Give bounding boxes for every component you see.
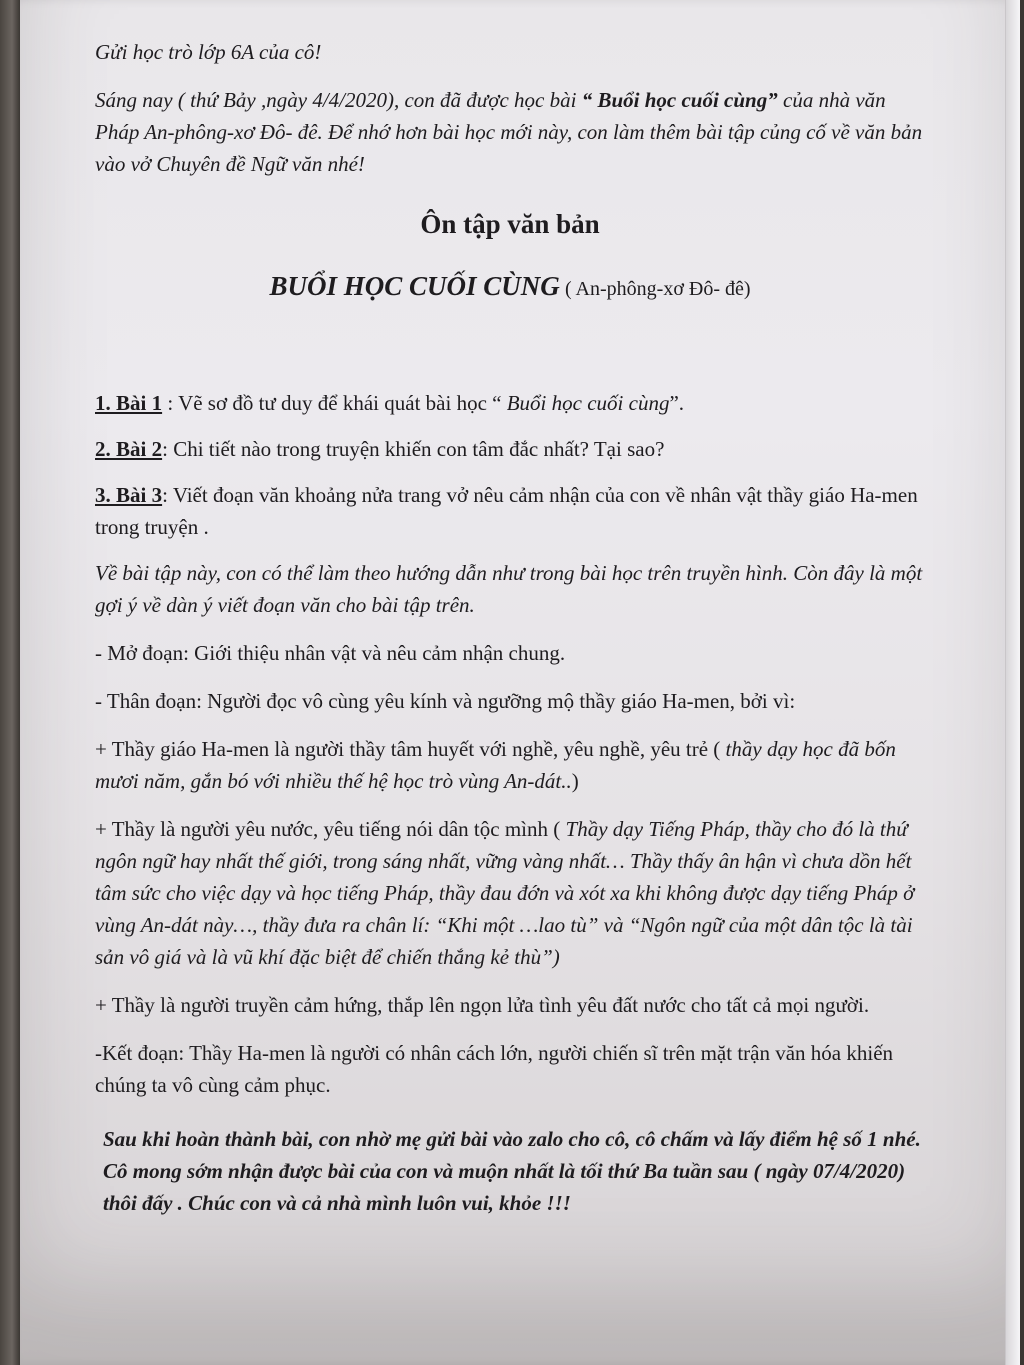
intro-part1: Sáng nay ( thứ Bảy ,ngày 4/4/2020), con đã được học bài (95, 88, 582, 112)
point-tail: ) (571, 769, 579, 793)
exercise-label: 1. Bài 1 (95, 391, 163, 415)
greeting: Gửi học trò lớp 6A của cô! (95, 40, 322, 64)
exercise-3 (95, 479, 925, 543)
exercise-label: 2. Bài 2 (95, 437, 163, 461)
point-text: + Thầy giáo Ha-men là người thầy tâm huyết với nghề, yêu nghề, yêu trẻ ( (95, 737, 726, 761)
exercise-text: Vẽ sơ đồ tư duy để khái quát bài học “ (178, 391, 507, 415)
outline-close: -Kết đoạn: Thầy Ha-men là người có nhân cách lớn, người chiến sĩ trên mặt trận văn hóa khiến chúng ta vô cùng cảm phục. (95, 1041, 894, 1097)
paper-edge (1005, 0, 1020, 1365)
page-subtitle (95, 270, 925, 305)
point-italic: Thầy dạy Tiếng Pháp, thầy cho đó là thứ ngôn ngữ hay nhất thế giới, trong sáng nhất, vững vàng nhất… Thầy thấy ân hận vì chưa dồn hết tâm sức cho việc dạy và học tiếng Pháp, thầy đau đớn và xót xa khi không được dạy tiếng Pháp ở vùng An-dát này…, thầy đưa ra chân lí: “Khi một …lao tù” và “Ngôn ngữ của một dân tộc là tài sản vô giá và là vũ khí đặc biệt để chiến thắng kẻ thù”) (95, 817, 915, 969)
outline-body: - Thân đoạn: Người đọc vô cùng yêu kính và ngưỡng mộ thầy giáo Ha-men, bởi vì: (95, 689, 796, 713)
subtitle-author: ( An-phông-xơ Đô- đê) (565, 278, 751, 300)
exercise-sep: : (162, 437, 174, 461)
page-title: Ôn tập văn bản (420, 209, 600, 239)
closing-note: Sau khi hoàn thành bài, con nhờ mẹ gửi bài vào zalo cho cô, cô chấm và lấy điểm hệ số 1 nhé. Cô mong sớm nhận được bài của con và muộn nhất là tối thứ Ba tuần sau ( ngày 07/4/2020) thôi đấy . Chúc con và cả nhà mình luôn vui, khỏe !!! (103, 1127, 921, 1215)
exercise-label: 3. Bài 3 (95, 483, 163, 507)
point-text: + Thầy là người yêu nước, yêu tiếng nói dân tộc mình ( (95, 817, 566, 841)
exercise-sep: : (162, 391, 179, 415)
outline-open: - Mở đoạn: Giới thiệu nhân vật và nêu cảm nhận chung. (95, 641, 566, 665)
exercise-2 (95, 433, 925, 465)
intro-paragraph (95, 84, 925, 180)
exercise-1 (95, 387, 925, 419)
exercise-italic: Buổi học cuối cùng (506, 391, 670, 415)
exercise-tail: ”. (669, 391, 685, 415)
point-italic: thầy dạy học đã bốn mươi năm, gắn bó với nhiều thế hệ học trò vùng An-dát.. (95, 737, 896, 793)
outline-point-3 (95, 989, 925, 1021)
exercise-text: Viết đoạn văn khoảng nửa trang vở nêu cảm nhận của con về nhân vật thầy giáo Ha-men trong truyện . (95, 483, 918, 539)
outline-point-1 (95, 733, 925, 797)
point-text: + Thầy là người truyền cảm hứng, thắp lên ngọn lửa tình yêu đất nước cho tất cả mọi người. (95, 993, 870, 1017)
guidance: Về bài tập này, con có thể làm theo hướng dẫn như trong bài học trên truyền hình. Còn đây là một gợi ý về dàn ý viết đoạn văn cho bài tập trên. (95, 561, 923, 617)
exercise-sep: : (162, 483, 173, 507)
subtitle-main: BUỔI HỌC CUỐI CÙNG (269, 271, 560, 301)
paper-sheet (20, 0, 1020, 1365)
intro-part2: của nhà văn Pháp An-phông-xơ Đô- đê. Để nhớ hơn bài học mới này, con làm thêm bài tập củng cố về văn bản vào vở Chuyên đề Ngữ văn nhé! (95, 88, 923, 176)
intro-lesson: “ Buổi học cuối cùng” (581, 88, 778, 112)
document-content (95, 36, 925, 1235)
exercise-text: Chi tiết nào trong truyện khiến con tâm đắc nhất? Tại sao? (173, 437, 665, 461)
outline-point-2 (95, 813, 925, 973)
